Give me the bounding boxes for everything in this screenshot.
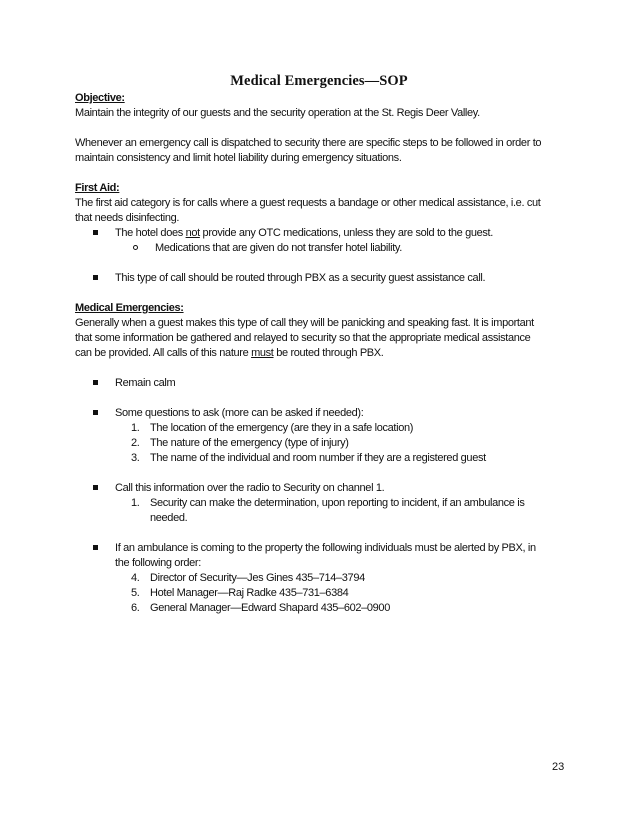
emphasis-not: not bbox=[185, 227, 200, 239]
contact-item: 5. Hotel Manager—Raj Radke 435–731–6384 bbox=[131, 587, 349, 599]
medical-emergencies-heading: Medical Emergencies: bbox=[75, 302, 184, 314]
objective-heading: Objective: bbox=[75, 92, 125, 104]
medical-text-line-3: can be provided. All calls of this nature must be routed through PBX. bbox=[75, 347, 384, 359]
square-bullet-icon bbox=[93, 485, 98, 490]
first-aid-heading: First Aid: bbox=[75, 182, 120, 194]
page-title: Medical Emergencies—SOP bbox=[230, 73, 408, 89]
objective-detail-line-2: maintain consistency and limit hotel liability during emergency situations. bbox=[75, 152, 402, 164]
emphasis-must: must bbox=[251, 347, 274, 359]
square-bullet-icon bbox=[93, 410, 98, 415]
first-aid-text-line-1: The first aid category is for calls where a guest requests a bandage or other medical assistance, i.e. cut bbox=[75, 197, 541, 209]
first-aid-bullet-otc: The hotel does not provide any OTC medications, unless they are sold to the guest. bbox=[75, 226, 570, 241]
medical-text-line-1: Generally when a guest makes this type of call they will be panicking and speaking fast. It is important bbox=[75, 317, 534, 329]
objective-text: Maintain the integrity of our guests and the security operation at the St. Regis Deer Valley. bbox=[75, 107, 480, 119]
question-item: 1. The location of the emergency (are they in a safe location) bbox=[131, 422, 414, 434]
bullet-remain-calm: Remain calm bbox=[75, 376, 570, 391]
radio-item-line-2: needed. bbox=[150, 512, 188, 524]
document-body bbox=[75, 91, 570, 616]
square-bullet-icon bbox=[93, 545, 98, 550]
bullet-ambulance: If an ambulance is coming to the property the following individuals must be alerted by PBX, in bbox=[75, 541, 570, 556]
circle-bullet-icon bbox=[133, 245, 138, 250]
first-aid-bullet-routing: This type of call should be routed through PBX as a security guest assistance call. bbox=[75, 271, 570, 286]
bullet-ambulance-line-2: the following order: bbox=[115, 557, 201, 569]
question-item: 2. The nature of the emergency (type of injury) bbox=[131, 437, 349, 449]
question-item: 3. The name of the individual and room number if they are a registered guest bbox=[131, 452, 486, 464]
contact-item: 4. Director of Security—Jes Gines 435–714–3794 bbox=[131, 572, 365, 584]
bullet-radio: Call this information over the radio to Security on channel 1. bbox=[75, 481, 570, 496]
square-bullet-icon bbox=[93, 380, 98, 385]
square-bullet-icon bbox=[93, 275, 98, 280]
first-aid-text-line-2: that needs disinfecting. bbox=[75, 212, 180, 224]
objective-detail-line-1: Whenever an emergency call is dispatched to security there are specific steps to be followed in order to bbox=[75, 137, 542, 149]
first-aid-sub-bullet: Medications that are given do not transfer hotel liability. bbox=[75, 241, 570, 256]
contact-item: 6. General Manager—Edward Shapard 435–602–0900 bbox=[131, 602, 390, 614]
square-bullet-icon bbox=[93, 230, 98, 235]
radio-item-line-1: 1. Security can make the determination, upon reporting to incident, if an ambulance is bbox=[131, 497, 525, 509]
bullet-questions: Some questions to ask (more can be asked if needed): bbox=[75, 406, 570, 421]
page-number: 23 bbox=[552, 761, 565, 773]
medical-text-line-2: that some information be gathered and relayed to security so that the appropriate medical assistance bbox=[75, 332, 531, 344]
